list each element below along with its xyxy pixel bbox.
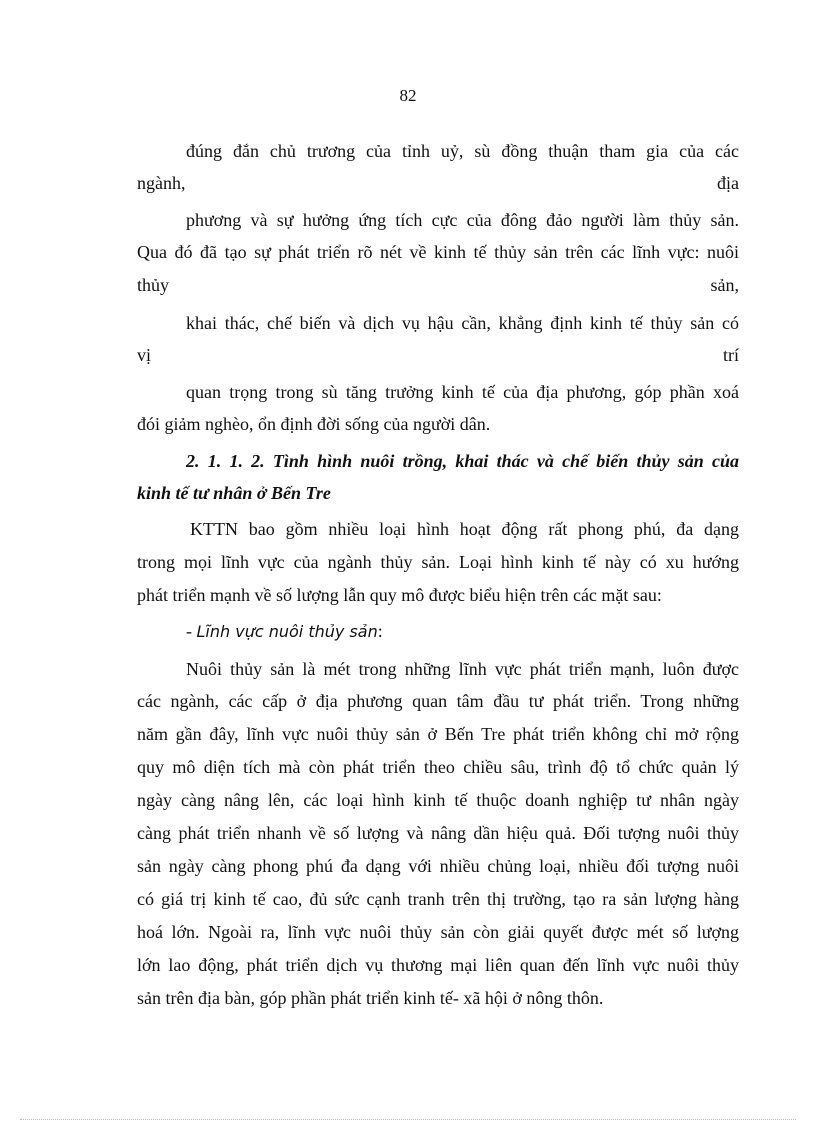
word: thủy: [137, 275, 170, 295]
paragraph-line: ngày càng nâng lên, các loại hình kinh tế thuộc doanh nghiệp tư nhân ngày: [137, 790, 739, 810]
word: trí: [723, 345, 739, 365]
word: sản,: [710, 275, 739, 295]
paragraph-line: [137, 344, 739, 366]
paragraph-line: có giá trị kinh tế cao, đủ sức cạnh tranh trên thị trường, tạo ra sản lượng hàng: [137, 889, 739, 909]
paragraph-line: đói giảm nghèo, ổn định đời sống của người dân.: [137, 414, 491, 434]
paragraph-line: trong mọi lĩnh vực của ngành thủy sản. Loại hình kinh tế này có xu hướng: [137, 552, 739, 572]
paragraph-line: sản trên địa bàn, góp phần phát triển kinh tế- xã hội ở nông thôn.: [137, 988, 604, 1008]
paragraph-line: KTTN bao gồm nhiều loại hình hoạt động rất phong phú, đa dạng: [190, 519, 739, 539]
paragraph-line: sản ngày càng phong phú đa dạng với nhiều chủng loại, nhiều đối tượng nuôi: [137, 856, 739, 876]
page-number: 82: [399, 86, 417, 105]
paragraph-line: hoá lớn. Ngoài ra, lĩnh vực nuôi thủy sản còn giải quyết được mét số lượng: [137, 922, 739, 942]
page-bottom-rule: [20, 1119, 796, 1120]
paragraph-line: [137, 172, 739, 194]
paragraph-line: [137, 274, 739, 296]
paragraph-line: năm gần đây, lĩnh vực nuôi thủy sản ở Bến Tre phát triển không chỉ mở rộng: [137, 724, 739, 744]
paragraph-line: phương và sự hưởng ứng tích cực của đông đảo người làm thủy sản.: [186, 210, 739, 230]
word: địa: [717, 173, 739, 193]
paragraph-line: đúng đắn chủ trương của tỉnh uỷ, sù đồng thuận tham gia của các: [186, 141, 739, 161]
word: ngành,: [137, 173, 186, 193]
paragraph-line: quy mô diện tích mà còn phát triển theo chiều sâu, trình độ tổ chức quản lý: [137, 757, 739, 777]
section-heading: 2. 1. 1. 2. Tình hình nuôi trồng, khai thác và chế biến thủy sản của: [186, 451, 739, 471]
paragraph-line: Nuôi thủy sản là mét trong những lĩnh vực phát triển mạnh, luôn được: [186, 659, 739, 679]
paragraph-line: càng phát triển nhanh về số lượng và nâng dần hiệu quả. Đối tượng nuôi thủy: [137, 823, 739, 843]
paragraph-line: lớn lao động, phát triển dịch vụ thương mại liên quan đến lĩnh vực nuôi thủy: [137, 955, 739, 975]
paragraph-line: các ngành, các cấp ở địa phương quan tâm đầu tư phát triển. Trong những: [137, 691, 739, 711]
dash: -: [186, 621, 197, 641]
paragraph-line: khai thác, chế biến và dịch vụ hậu cần, khẳng định kinh tế thủy sản có: [186, 313, 739, 333]
section-heading: kinh tế tư nhân ở Bến Tre: [137, 483, 331, 503]
paragraph-line: quan trọng trong sù tăng trưởng kinh tế của địa phương, góp phần xoá: [186, 382, 739, 402]
subsection-title: Lĩnh vực nuôi thủy sản: [196, 622, 378, 641]
colon: :: [377, 621, 383, 641]
paragraph-line: phát triển mạnh về số lượng lẫn quy mô được biểu hiện trên các mặt sau:: [137, 585, 662, 605]
paragraph-line: Qua đó đã tạo sự phát triển rõ nét về kinh tế thủy sản trên các lĩnh vực: nuôi: [137, 242, 739, 262]
word: vị: [137, 345, 152, 365]
subsection-label: [186, 620, 383, 643]
